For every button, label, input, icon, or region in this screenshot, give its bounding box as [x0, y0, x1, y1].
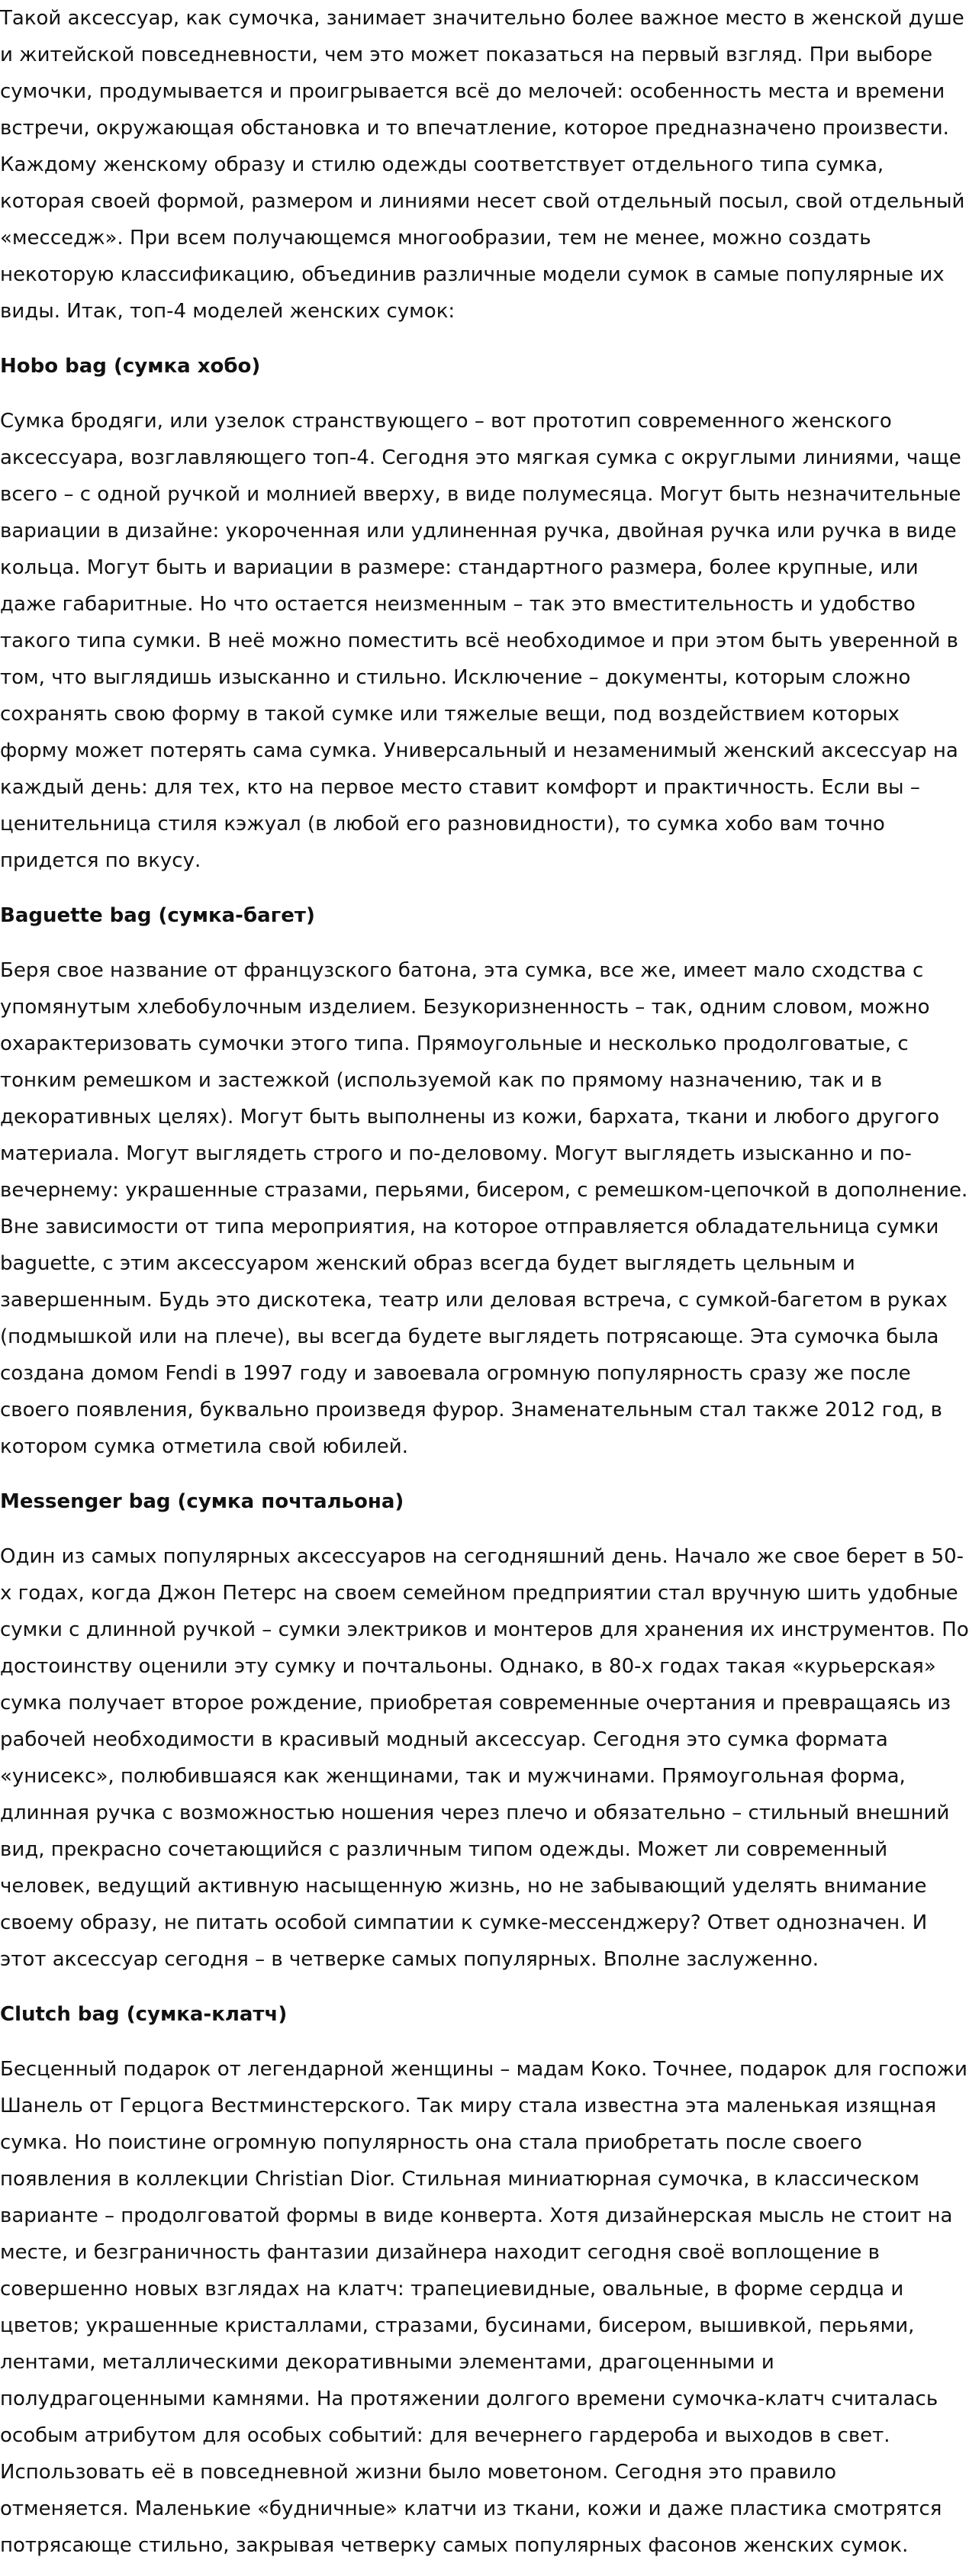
- section-text-hobo: Сумка бродяги, или узелок странствующего – вот прототип современного женского аксессуара, возглавляющего топ-4. Сегодня это мягкая сумка с округлыми линиями, чаще всего – с одной ручкой и молнией вверху, в виде полумесяца. Могут быть незначительные вариации в дизайне: укороченная или удлиненная ручка, двойная ручка или ручка в виде кольца. Могут быть и вариации в размере: стандартного размера, более крупные, или даже габаритные. Но что остается неизменным – так это вместительность и удобство такого типа сумки. В неё можно поместить всё необходимое и при этом быть уверенной в том, что выглядишь изысканно и стильно. Исключение – документы, которым сложно сохранять свою форму в такой сумке или тяжелые вещи, под воздействием которых форму может потерять сама сумка. Универсальный и незаменимый женский аксессуар на каждый день: для тех, кто на первое место ставит комфорт и практичность. Если вы – ценительница стиля кэжуал (в любой его разновидности), то сумка хобо вам точно придется по вкусу.: [0, 410, 961, 872]
- section-heading-baguette: Baguette bag (сумка-багет): [0, 904, 315, 927]
- intro-paragraph: Такой аксессуар, как сумочка, занимает значительно более важное место в женской душе и житейской повседневности, чем это может показаться на первый взгляд. При выборе сумочки, продумывается и проигрывается всё до мелочей: особенность места и времени встречи, окружающая обстановка и то впечатление, которое предназначено произвести. Каждому женскому образу и стилю одежды соответствует отдельного типа сумка, которая своей формой, размером и линиями несет свой отдельный посыл, свой отдельный «месседж». При всем получающемся многообразии, тем не менее, можно создать некоторую классификацию, объединив различные модели сумок в самые популярные их виды. Итак, топ-4 моделей женских сумок:: [0, 7, 965, 323]
- section-heading-messenger: Messenger bag (сумка почтальона): [0, 1490, 404, 1513]
- section-heading-clutch: Clutch bag (сумка-клатч): [0, 2003, 288, 2026]
- section-text-baguette: Беря свое название от французского батона, эта сумка, все же, имеет мало сходства с упомянутым хлебобулочным изделием. Безукоризненность – так, одним словом, можно охарактеризовать сумочки этого типа. Прямоугольные и несколько продолговатые, с тонким ремешком и застежкой (используемой как по прямому назначению, так и в декоративных целях). Могут быть выполнены из кожи, бархата, ткани и любого другого материала. Могут выглядеть строго и по-деловому. Могут выглядеть изысканно и по-вечернему: украшенные стразами, перьями, бисером, с ремешком-цепочкой в дополнение. Вне зависимости от типа мероприятия, на которое отправляется обладательница сумки baguette, с этим аксессуаром женский образ всегда будет выглядеть цельным и завершенным. Будь это дискотека, театр или деловая встреча, с сумкой-багетом в руках (подмышкой или на плече), вы всегда будете выглядеть потрясающе. Эта сумочка была создана домом Fendi в 1997 году и завоевала огромную популярность сразу же после своего появления, буквально произведя фурор. Знаменательным стал также 2012 год, в котором сумка отметила свой юбилей.: [0, 959, 968, 1458]
- section-text-messenger: Один из самых популярных аксессуаров на сегодняшний день. Начало же свое берет в 50-х годах, когда Джон Петерс на своем семейном предприятии стал вручную шить удобные сумки с длинной ручкой – сумки электриков и монтеров для хранения их инструментов. По достоинству оценили эту сумку и почтальоны. Однако, в 80-х годах такая «курьерская» сумка получает второе рождение, приобретая современные очертания и превращаясь из рабочей необходимости в красивый модный аксессуар. Сегодня это сумка формата «унисекс», полюбившаяся как женщинами, так и мужчинами. Прямоугольная форма, длинная ручка с возможностью ношения через плечо и обязательно – стильный внешний вид, прекрасно сочетающийся с различным типом одежды. Может ли современный человек, ведущий активную насыщенную жизнь, но не забывающий уделять внимание своему образу, не питать особой симпатии к сумке-мессенджеру? Ответ однозначен. И этот аксессуар сегодня – в четверке самых популярных. Вполне заслуженно.: [0, 1545, 969, 1971]
- section-text-clutch: Бесценный подарок от легендарной женщины – мадам Коко. Точнее, подарок для госпожи Шанель от Герцога Вестминстерского. Так миру стала известна эта маленькая изящная сумка. Но поистине огромную популярность она стала приобретать после своего появления в коллекции Christian Dior. Стильная миниатюрная сумочка, в классическом варианте – продолговатой формы в виде конверта. Хотя дизайнерская мысль не стоит на месте, и безграничность фантазии дизайнера находит сегодня своё воплощение в совершенно новых взглядах на клатч: трапециевидные, овальные, в форме сердца и цветов; украшенные кристаллами, стразами, бусинами, бисером, вышивкой, перьями, лентами, металлическими декоративными элементами, драгоценными и полудрагоценными камнями. На протяжении долгого времени сумочка-клатч считалась особым атрибутом для особых событий: для вечернего гардероба и выходов в свет. Использовать её в повседневной жизни было моветоном. Сегодня это правило отменяется. Маленькие «будничные» клатчи из ткани, кожи и даже пластика смотрятся потрясающе стильно, закрывая четверку самых популярных фасонов женских сумок.: [0, 2058, 967, 2557]
- section-heading-hobo: Hobo bag (сумка хобо): [0, 355, 261, 378]
